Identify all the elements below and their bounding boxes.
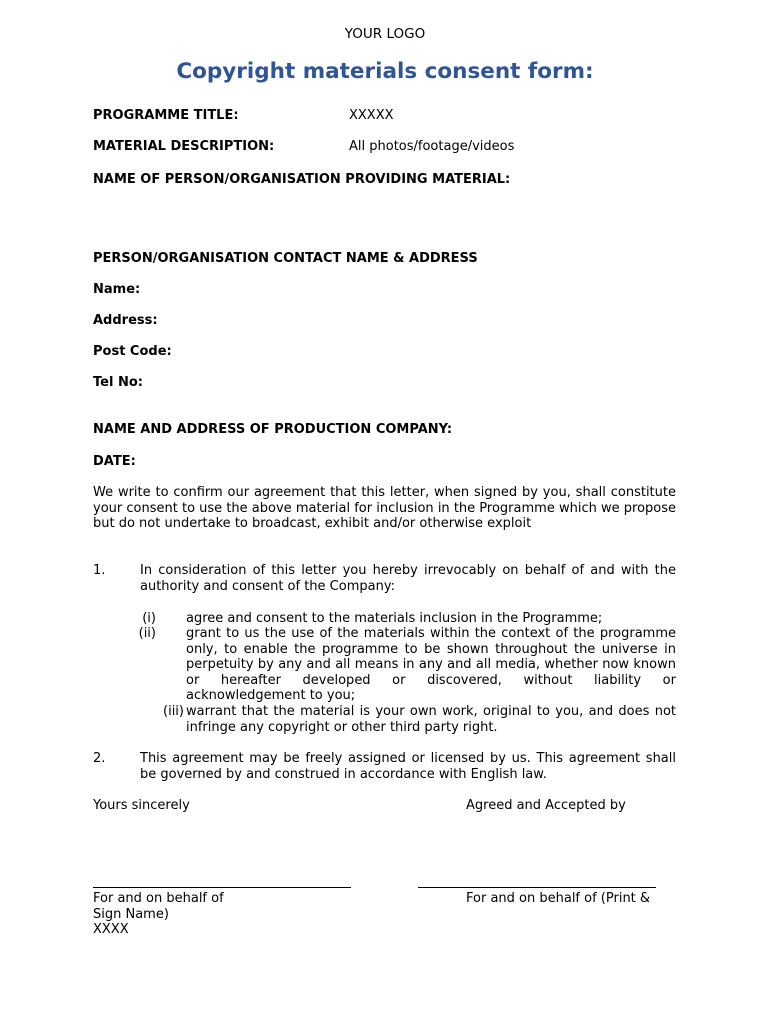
- provider-label: NAME OF PERSON/ORGANISATION PROVIDING MATERIAL:: [93, 172, 511, 187]
- sign-name-text: Sign Name): [93, 907, 169, 922]
- contact-heading: PERSON/ORGANISATION CONTACT NAME & ADDRESS: [93, 251, 478, 266]
- signature-line-right: [418, 887, 656, 888]
- name-label: Name:: [93, 282, 141, 297]
- yours-sincerely: Yours sincerely: [93, 798, 190, 813]
- agreed-accepted: Agreed and Accepted by: [466, 798, 626, 813]
- subclause-numeral: (iii): [163, 704, 184, 719]
- subclause-numeral: (i): [142, 611, 156, 626]
- subclause-text: warrant that the material is your own work, original to you, and does not infringe any copyright or other third party right.: [186, 704, 676, 735]
- tel-label: Tel No:: [93, 375, 143, 390]
- material-description-value: All photos/footage/videos: [349, 139, 515, 154]
- logo-placeholder: YOUR LOGO: [344, 26, 426, 42]
- subclause-text: agree and consent to the materials inclusion in the Programme;: [186, 611, 603, 626]
- clause-text: In consideration of this letter you hereby irrevocably on behalf of and with the authority and consent of the Company:: [140, 563, 676, 594]
- subclause-text: grant to us the use of the materials within the context of the programme only, to enable the programme to be shown throughout the universe in perpetuity by any and all means in any and all media, whether now known or hereafter developed or discovered, without liability or acknowledgement to you;: [186, 626, 676, 704]
- programme-title-label: PROGRAMME TITLE:: [93, 108, 239, 123]
- material-description-label: MATERIAL DESCRIPTION:: [93, 139, 275, 154]
- postcode-label: Post Code:: [93, 344, 172, 359]
- date-label: DATE:: [93, 454, 136, 469]
- left-behalf-text: For and on behalf of: [93, 891, 224, 906]
- production-company-label: NAME AND ADDRESS OF PRODUCTION COMPANY:: [93, 422, 453, 437]
- subclause-numeral: (ii): [138, 626, 156, 641]
- intro-paragraph: We write to confirm our agreement that this letter, when signed by you, shall constitute your consent to use the above material for inclusion in the Programme which we propose but do not undertake to broadcast, exhibit and/or otherwise exploit: [93, 485, 676, 532]
- right-behalf-text: For and on behalf of (Print &: [466, 891, 651, 906]
- clause-text: This agreement may be freely assigned or licensed by us. This agreement shall be governed by and construed in accordance with English law.: [140, 751, 676, 782]
- clause-number: 1.: [93, 563, 106, 578]
- signature-line-left: [93, 887, 351, 888]
- programme-title-value: XXXXX: [349, 108, 394, 123]
- address-label: Address:: [93, 313, 158, 328]
- form-title: Copyright materials consent form:: [176, 59, 594, 84]
- company-placeholder: XXXX: [93, 922, 129, 937]
- clause-number: 2.: [93, 751, 106, 766]
